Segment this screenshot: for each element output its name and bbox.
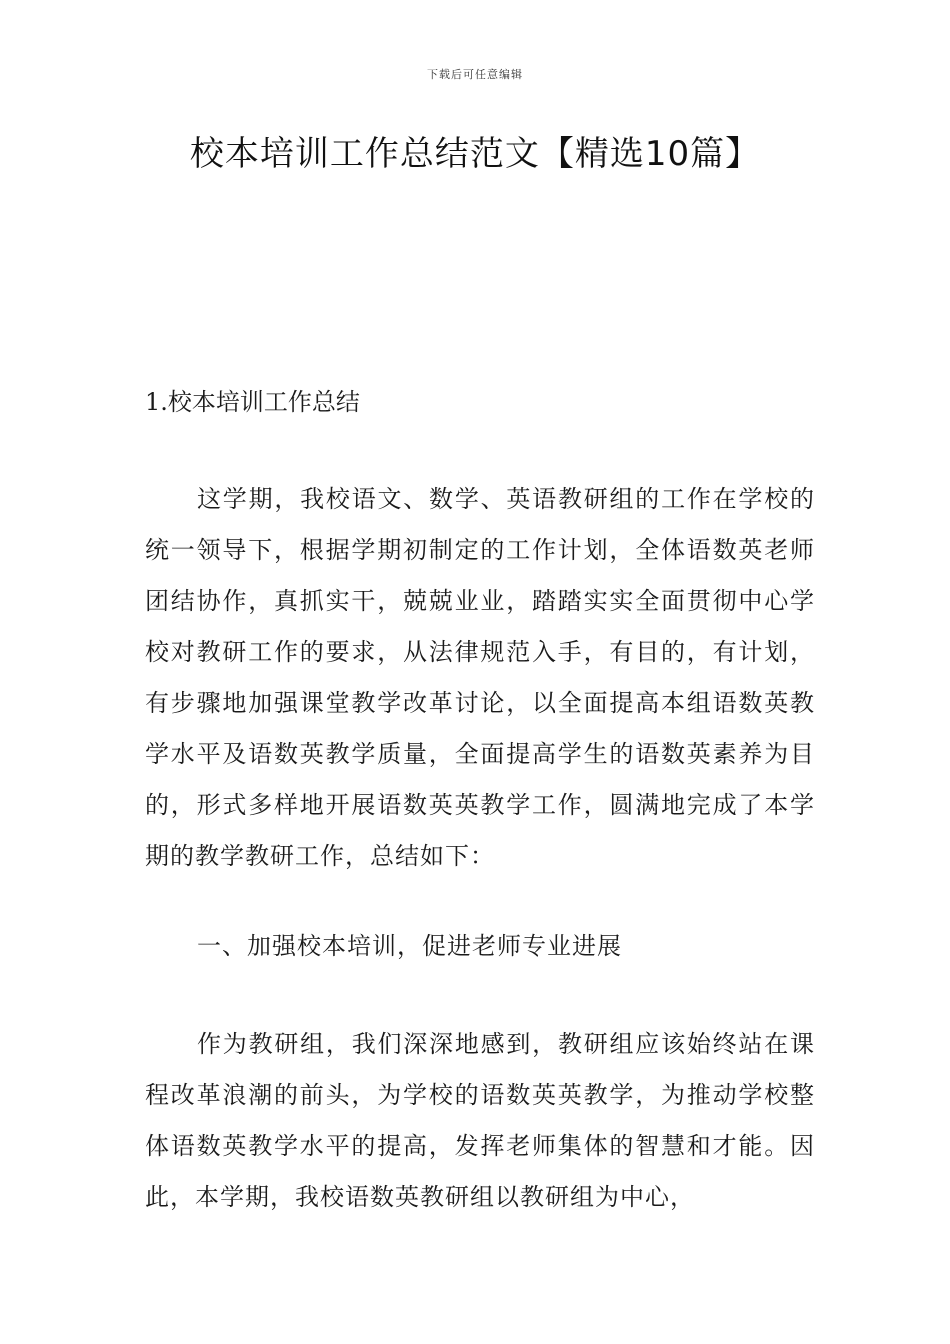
paragraph-intro: 这学期，我校语文、数学、英语教研组的工作在学校的统一领导下，根据学期初制定的工作计划，全体语数英老师团结协作，真抓实干，兢兢业业，踏踏实实全面贯彻中心学校对教研工作的要求，从法律规范入手，有目的，有计划，有步骤地加强课堂教学改革讨论，以全面提高本组语数英教学水平及语数英教学质量，全面提高学生的语数英素养为目的，形式多样地开展语数英英教学工作，圆满地完成了本学期的教学教研工作，总结如下：: [145, 485, 815, 870]
paragraph-training: 作为教研组，我们深深地感到，教研组应该始终站在课程改革浪潮的前头，为学校的语数英英教学，为推动学校整体语数英教学水平的提高，发挥老师集体的智慧和才能。因此，本学期，我校语数英教研组以教研组为中心，: [145, 1030, 815, 1211]
header-note: 下载后可任意编辑: [427, 68, 523, 81]
sub-heading: 一、加强校本培训，促进老师专业进展: [197, 932, 622, 960]
document-title: 校本培训工作总结范文【精选10篇】: [189, 134, 761, 174]
section-heading: 1.校本培训工作总结: [145, 388, 360, 416]
